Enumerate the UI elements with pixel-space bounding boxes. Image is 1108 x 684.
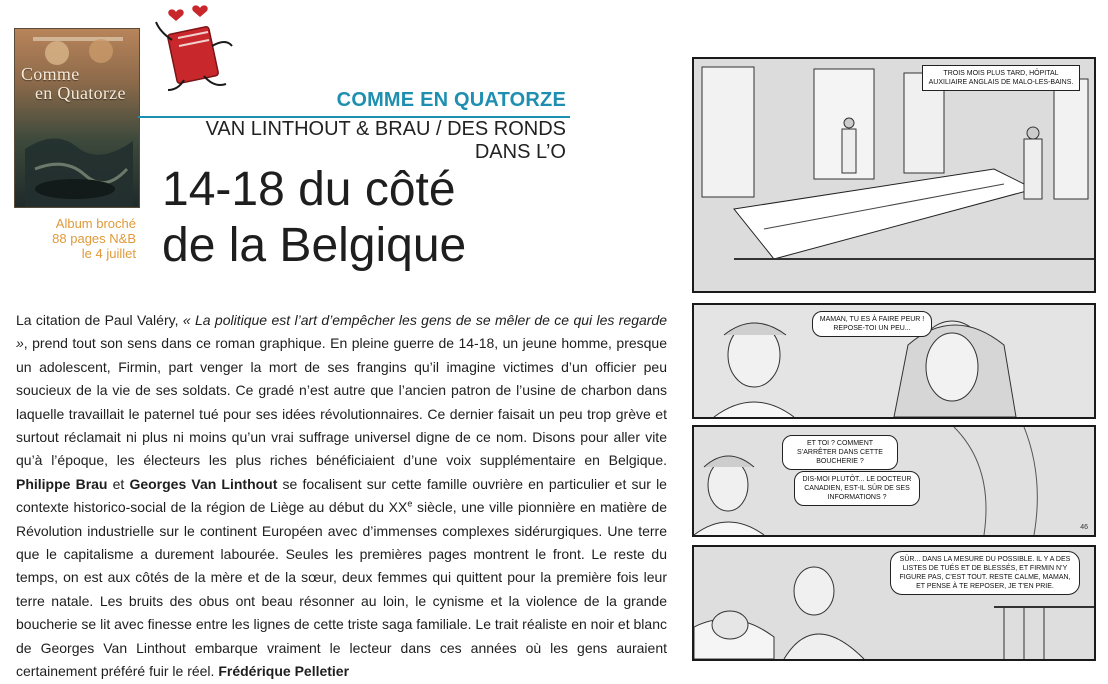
author-name: Philippe Brau — [16, 475, 108, 492]
author-name: Georges Van Linthout — [129, 475, 278, 492]
album-format: Album broché — [55, 216, 136, 231]
album-cover — [14, 28, 140, 208]
cover-title-line: en Quatorze — [35, 83, 126, 103]
comic-page — [686, 47, 1100, 659]
album-pages: 88 pages N&B — [52, 231, 136, 246]
article-text: se focalisent sur cette famille ouvrière en particulier et sur le contexte historico-social de la région de Liège au début du XX — [16, 475, 667, 516]
century-superscript: e — [407, 498, 413, 509]
book-mascot-icon — [148, 2, 240, 98]
article-text: siècle, une ville pionnière en matière de Révolution industrielle sur le continent Européen avec d’immenses complexes sidérurgiques. Une terre que le capitalisme a durement labourée. Seules les premières pages montrent le front. Le reste du temps, on est aux côtés de la mère et de la sœur, deux femmes qui quittent pour la première fois leur terre natale. Les bruits des obus ont beau résonner au loin, le cynisme et la violence de la grande boucherie se lit avec finesse entre les lignes de cette triste saga familiale. Le trait réaliste en noir et blanc de Georges Van Linthout embarque vraiment le lecteur dans ces années où les gens auraient certainement préféré fuir le réel. — [16, 499, 667, 680]
speech-bubble: MAMAN, TU ES À FAIRE PEUR ! REPOSE-TOI UN PEU... — [812, 311, 932, 337]
caption-box: TROIS MOIS PLUS TARD, HÔPITAL AUXILIAIRE ANGLAIS DE MALO-LES-BAINS. — [922, 65, 1080, 91]
hospital-ward-illustration — [694, 59, 1094, 291]
article-text: , prend tout son sens dans ce roman graphique. En pleine guerre de 14-18, un jeune homme, presque un adolescent, Firmin, part venger la mort de ses frangins qu’il imagine victimes d’un officier peu soucieux de la vie de ses soldats. Ce gradé n’est autre que l’ancien patron de l’usine de charbon dans laquelle travaillait le paternel tué pour ses idées révolutionnaires. Ce dernier faisait un peu trop grève et surtout réclamait ni plus ni moins qu’un vrai suffrage universel digne de ce nom. Disons pour aller vite qu’à l’époque, les électeurs les plus riches bénéficiaient d’une voix supplémentaire en Belgique. — [16, 335, 667, 469]
article-credits: VAN LINTHOUT & BRAU / DES RONDS DANS L’O — [205, 118, 566, 163]
article-quote: « La politique est l’art d’empêcher les gens de se mêler de ce qui les regarde » — [16, 312, 667, 352]
speech-bubble: DIS-MOI PLUTÔT... LE DOCTEUR CANADIEN, EST-IL SÛR DE SES INFORMATIONS ? — [794, 471, 920, 506]
comic-panel-bedside — [692, 545, 1096, 661]
headline — [162, 162, 602, 274]
comic-panel-daughter-mother — [692, 303, 1096, 419]
article-text: La citation de Paul Valéry, — [16, 312, 183, 328]
article-body — [16, 309, 667, 684]
article-signature: Frédérique Pelletier — [218, 663, 350, 680]
speech-bubble: ET TOI ? COMMENT S’ARRÊTER DANS CETTE BOUCHERIE ? — [782, 435, 898, 470]
comic-panel-conversation — [692, 425, 1096, 537]
article-text: et — [107, 475, 130, 492]
article-title: COMME EN QUATORZE — [336, 89, 566, 111]
headline-line: de la Belgique — [162, 219, 467, 272]
cover-title — [21, 65, 133, 103]
album-release-date: le 4 juillet — [81, 246, 136, 261]
speech-bubble: SÛR... DANS LA MESURE DU POSSIBLE. IL Y A DES LISTES DE TUÉS ET DE BLESSÉS, ET FIRMIN N’Y FIGURE PAS, C’EST TOUT. RESTE CALME, MAMAN, ET PENSE À TE REPOSER, JE T’EN PRIE. — [890, 551, 1080, 595]
album-info — [40, 216, 136, 261]
headline-line: 14-18 du côté — [162, 163, 456, 216]
page-number: 46 — [1080, 524, 1088, 531]
cover-title-line: Comme — [21, 64, 80, 84]
comic-panel-hospital-ward — [692, 57, 1096, 293]
cover-illustration — [15, 29, 139, 207]
